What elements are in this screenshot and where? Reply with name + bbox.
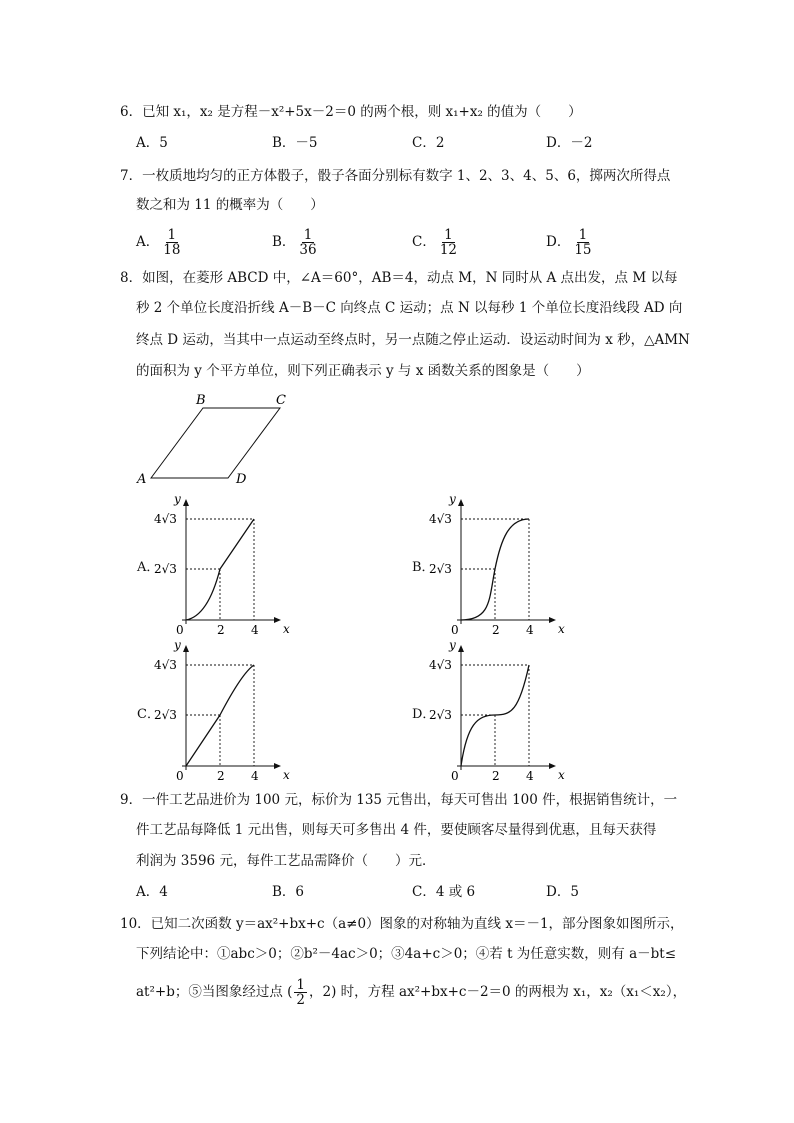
y-axis-label: y (449, 638, 456, 652)
x-axis-label: x (558, 622, 565, 636)
x-tick-2: 2 (492, 769, 500, 783)
q9-line-2: 件工艺品每降低 1 元出售，则每天可多售出 4 件，要使顾客尽量得到优惠，且每天获得 (136, 822, 657, 838)
function-curve (186, 519, 254, 620)
q6-option-b: B．－5 (272, 135, 318, 151)
y-axis-label: y (449, 492, 456, 506)
function-curve (186, 665, 254, 766)
x-axis-label: x (283, 622, 290, 636)
y-tick-4root3: 4√3 (429, 658, 452, 672)
graph-label-d: D． (412, 707, 436, 722)
x-axis-arrow (274, 763, 281, 769)
rhombus-figure (130, 390, 300, 490)
y-tick-2root3: 2√3 (429, 562, 452, 576)
q9-option-b: B．6 (272, 884, 305, 900)
x-tick-2: 2 (217, 623, 225, 637)
origin-label: 0 (176, 623, 184, 637)
x-axis-arrow (549, 617, 556, 623)
y-axis-arrow (458, 499, 464, 506)
q9-option-a: A．4 (136, 884, 168, 900)
q8-line-4: 的面积为 y 个平方单位，则下列正确表示 y 与 x 函数关系的图象是（ ） (136, 363, 590, 379)
x-axis-arrow (274, 617, 281, 623)
y-tick-2root3: 2√3 (429, 708, 452, 722)
q6-option-a: A．5 (136, 135, 168, 151)
rhombus-shape (151, 408, 280, 478)
q7-option-c: C． $\frac{1}{12}$ (412, 227, 458, 258)
q7-option-a: A． $\frac{1}{18}$ (136, 227, 181, 258)
q8-line-1: 8．如图，在菱形 ABCD 中，∠A＝60°，AB＝4，动点 M，N 同时从 A 点出发，点 M 以每 (120, 270, 678, 286)
q10-line-1: 10．已知二次函数 y＝ax²+bx+c（a≠0）图象的对称轴为直线 x＝－1，部分图象如图所示， (120, 916, 684, 932)
q7-line-1: 7．一枚质地均匀的正方体骰子，骰子各面分别标有数字 1、2、3、4、5、6，掷两次所得点 (120, 168, 671, 184)
rhombus-label-d: D (236, 472, 247, 487)
q9-line-3: 利润为 3596 元，每件工艺品需降价（ ）元． (136, 853, 436, 869)
q9-line-1: 9．一件工艺品进价为 100 元，标价为 135 元售出，每天可售出 100 件，根据销售统计，一 (120, 792, 678, 808)
q8-line-3: 终点 D 运动，当其中一点运动至终点时，另一点随之停止运动．设运动时间为 x 秒，△AMN (136, 332, 690, 348)
x-tick-4: 4 (251, 623, 259, 637)
y-tick-4root3: 4√3 (154, 512, 177, 526)
q9-option-d: D．5 (546, 884, 579, 900)
q6-stem: 6．已知 x₁，x₂ 是方程－x²+5x－2＝0 的两个根，则 x₁+x₂ 的值为（ ） (120, 104, 582, 120)
q7-line-2: 数之和为 11 的概率为（ ） (136, 197, 324, 213)
y-tick-2root3: 2√3 (154, 562, 177, 576)
x-tick-2: 2 (217, 769, 225, 783)
x-axis-arrow (549, 763, 556, 769)
graph-label-b: B． (412, 560, 435, 575)
q6-option-d: D．－2 (546, 135, 593, 151)
y-tick-2root3: 2√3 (154, 708, 177, 722)
function-curve (461, 519, 529, 620)
q7-option-d: D． $\frac{1}{15}$ (546, 227, 592, 258)
q8-line-2: 秒 2 个单位长度沿折线 A－B－C 向终点 C 运动；点 N 以每秒 1 个单位长度沿线段 AD 向 (136, 300, 683, 316)
y-axis-label: y (174, 638, 181, 652)
graph-b (425, 490, 565, 640)
q6-option-c: C．2 (412, 135, 445, 151)
graph-d (425, 636, 565, 786)
q7-option-b: B． $\frac{1}{36}$ (272, 227, 317, 258)
x-tick-2: 2 (492, 623, 500, 637)
q9-option-c: C．4 或 6 (412, 884, 476, 900)
y-axis-arrow (458, 645, 464, 652)
q10-line-2: 下列结论中：①abc＞0；②b²－4ac＞0；③4a+c＞0；④若 t 为任意实数，则有 a－bt≤ (136, 946, 677, 962)
rhombus-label-b: B (196, 393, 206, 408)
graph-a (150, 490, 290, 640)
origin-label: 0 (176, 769, 184, 783)
y-axis-arrow (183, 499, 189, 506)
x-tick-4: 4 (251, 769, 259, 783)
x-axis-label: x (558, 768, 565, 782)
rhombus-label-c: C (276, 393, 286, 408)
y-tick-4root3: 4√3 (429, 512, 452, 526)
q10-line-3: at²+b；⑤当图象经过点 ( $\frac{1}{2}$ ，2) 时，方程 ax²+bx+c－2＝0 的两根为 x₁，x₂（x₁＜x₂）， (136, 977, 687, 1008)
x-axis-label: x (283, 768, 290, 782)
function-curve (461, 665, 529, 766)
origin-label: 0 (451, 623, 459, 637)
y-axis-arrow (183, 645, 189, 652)
origin-label: 0 (451, 769, 459, 783)
y-tick-4root3: 4√3 (154, 658, 177, 672)
x-tick-4: 4 (526, 769, 534, 783)
graph-c (150, 636, 290, 786)
graph-label-a: A． (137, 560, 160, 575)
y-axis-label: y (174, 492, 181, 506)
rhombus-label-a: A (137, 472, 147, 487)
graph-label-c: C． (137, 707, 160, 722)
x-tick-4: 4 (526, 623, 534, 637)
